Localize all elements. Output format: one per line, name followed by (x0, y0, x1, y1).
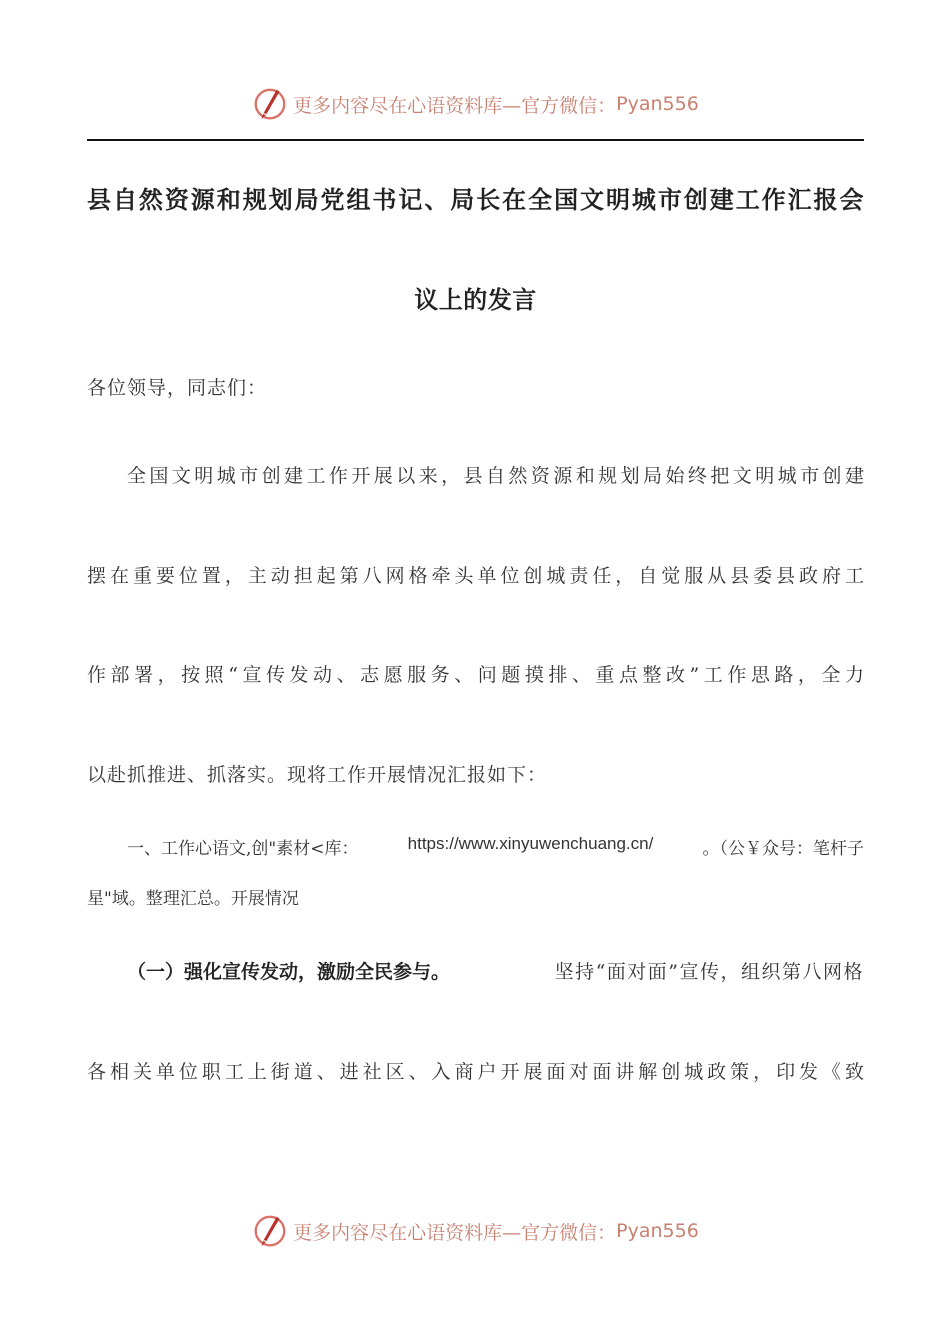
banner-text: 更多内容尽在心语资料库—官方微信： (293, 1221, 617, 1244)
document-title-line-1: 县自然资源和规划局党组书记、局长在全国文明城市创建工作汇报会 (87, 185, 864, 214)
section-1-heading (127, 834, 864, 859)
document-title-line-2: 议上的发言 (414, 285, 537, 314)
subsection-1-line-1 (127, 957, 864, 984)
source-link[interactable]: https://www.xinyuwenchuang.cn/ (407, 834, 654, 853)
subsection-1-text: 坚持“面对面”宣传，组织第八网格 (554, 961, 864, 983)
header-divider (87, 139, 864, 141)
header-banner (0, 84, 950, 124)
banner-wechat-id: Pyan556 (616, 1220, 699, 1242)
banner-wechat-id: Pyan556 (616, 93, 699, 115)
section-1-line-2: 星"域。整理汇总。开展情况 (87, 889, 299, 909)
footer-banner (0, 1211, 950, 1251)
paragraph-1-line-3: 作部署，按照“宣传发动、志愿服务、问题摸排、重点整改”工作思路，全力 (87, 664, 864, 686)
section-1-suffix: 。（公￥众号：笔杆子 (702, 839, 864, 859)
subsection-1-line-2: 各相关单位职工上街道、进社区、入商户开展面对面讲解创城政策，印发《致 (87, 1061, 864, 1083)
paragraph-1-line-4: 以赴抓推进、抓落实。现将工作开展情况汇报如下： (87, 764, 548, 786)
subsection-1-heading: （一）强化宣传发动，激励全民参与。 (127, 961, 451, 983)
paragraph-1-line-2: 摆在重要位置，主动担起第八网格牵头单位创城责任，自觉服从县委县政府工 (87, 565, 864, 587)
pen-nib-logo-icon (251, 85, 289, 123)
banner-text: 更多内容尽在心语资料库—官方微信： (293, 94, 617, 117)
section-1-prefix: 一、工作心语文,创"素材<库： (127, 839, 359, 859)
pen-nib-logo-icon (251, 1212, 289, 1250)
paragraph-1-line-1: 全国文明城市创建工作开展以来，县自然资源和规划局始终把文明城市创建 (127, 465, 864, 487)
salutation: 各位领导，同志们： (87, 377, 268, 399)
